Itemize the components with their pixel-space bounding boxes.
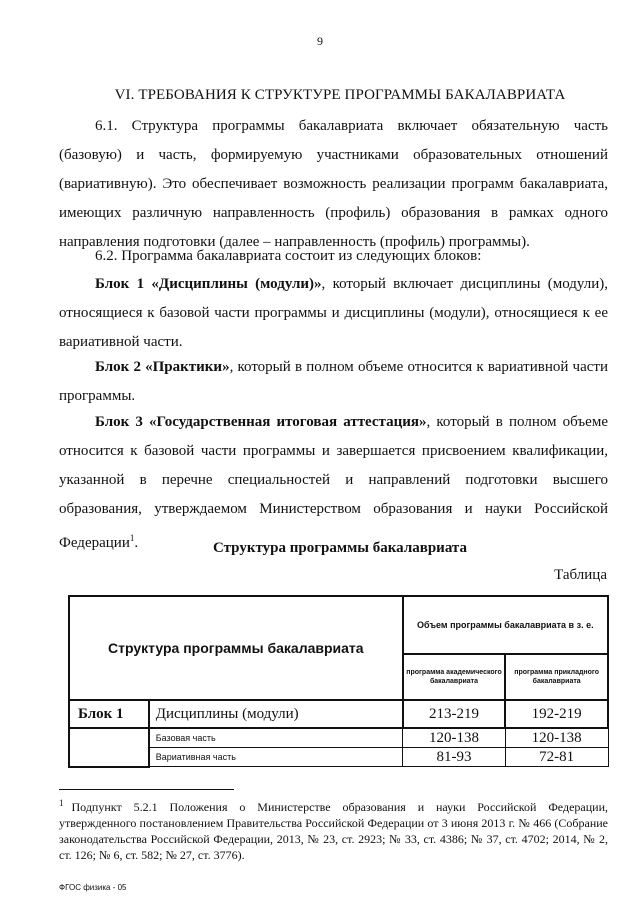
table-row bbox=[69, 748, 608, 767]
page-number: 9 bbox=[317, 34, 323, 48]
header-structure: Структура программы бакалавриата bbox=[69, 596, 403, 700]
block-2-text: , который в полном объеме относится к вариативной части программы. bbox=[59, 359, 608, 404]
row-academic: 81-93 bbox=[403, 748, 506, 767]
block-1-text: , который включает дисциплины (модули), относящиеся к базовой части программы и дисциплины (модули), относящиеся к ее вариативной части. bbox=[59, 276, 608, 350]
row-block-label bbox=[69, 728, 149, 767]
paragraph-6-1: 6.1. Структура программы бакалавриата включает обязательную часть (базовую) и часть, формируемую участниками образовательных отношений (вариативную). Это обеспечивает возможность реализации программ бакалавриата, имеющих различную направленность (профиль) образования в рамках одного направления подготовки (далее – направленность (профиль) программы). bbox=[59, 118, 608, 250]
document-code: ФГОС физика - 05 bbox=[59, 883, 127, 892]
paragraph-block-1 bbox=[59, 270, 608, 357]
block-2-title: Блок 2 «Практики» bbox=[95, 359, 230, 375]
paragraph-block-2 bbox=[59, 353, 608, 411]
header-volume: Объем программы бакалавриата в з. е. bbox=[403, 596, 608, 654]
table-row bbox=[69, 728, 608, 748]
row-academic: 120-138 bbox=[403, 728, 506, 748]
paragraph-6-2: 6.2. Программа бакалавриата состоит из следующих блоков: bbox=[95, 248, 482, 264]
row-name: Дисциплины (модули) bbox=[149, 700, 403, 728]
section-title: VI. ТРЕБОВАНИЯ К СТРУКТУРЕ ПРОГРАММЫ БАКАЛАВРИАТА bbox=[114, 87, 566, 103]
row-applied: 192-219 bbox=[505, 700, 608, 728]
header-academic: программа академического бакалавриата bbox=[403, 654, 506, 700]
block-3-period: . bbox=[134, 535, 139, 551]
block-1-title: Блок 1 «Дисциплины (модули)» bbox=[95, 276, 322, 292]
block-3-title: Блок 3 «Государственная итоговая аттестация» bbox=[95, 414, 427, 430]
footnote-text: Подпункт 5.2.1 Положения о Министерстве образования и науки Российской Федерации, утвержденного постановлением Правительства Российской Федерации от 3 июня 2013 г. № 466 (Собрание законодательства Российской Федерации, 2013, № 23, ст. 2923; № 33, ст. 4386; № 37, ст. 4702; 2014, № 2, ст. 126; № 6, ст. 582; № 27, ст. 3776). bbox=[59, 800, 608, 862]
footnote-divider bbox=[59, 789, 234, 790]
header-applied: программа прикладного бакалавриата bbox=[505, 654, 608, 700]
table-row bbox=[69, 700, 608, 728]
table-caption: Таблица bbox=[554, 567, 607, 583]
footnote-ref[interactable]: 1 bbox=[129, 533, 135, 543]
row-applied: 72-81 bbox=[505, 748, 608, 767]
row-applied: 120-138 bbox=[505, 728, 608, 748]
structure-table bbox=[68, 595, 609, 768]
table-title: Структура программы бакалавриата bbox=[213, 540, 467, 556]
row-block-label: Блок 1 bbox=[69, 700, 149, 728]
paragraph-block-3 bbox=[59, 408, 608, 558]
row-name: Базовая часть bbox=[149, 728, 403, 748]
footnote-mark: 1 bbox=[59, 798, 64, 808]
row-academic: 213-219 bbox=[403, 700, 506, 728]
row-name: Вариативная часть bbox=[149, 748, 403, 767]
block-3-text: , который в полном объеме относится к базовой части программы и завершается присвоением квалификации, указанной в перечне специальностей и направлений подготовки высшего образования, утверждаемом Министерством образования и науки Российской Федерации bbox=[59, 414, 608, 551]
footnote bbox=[59, 795, 608, 863]
